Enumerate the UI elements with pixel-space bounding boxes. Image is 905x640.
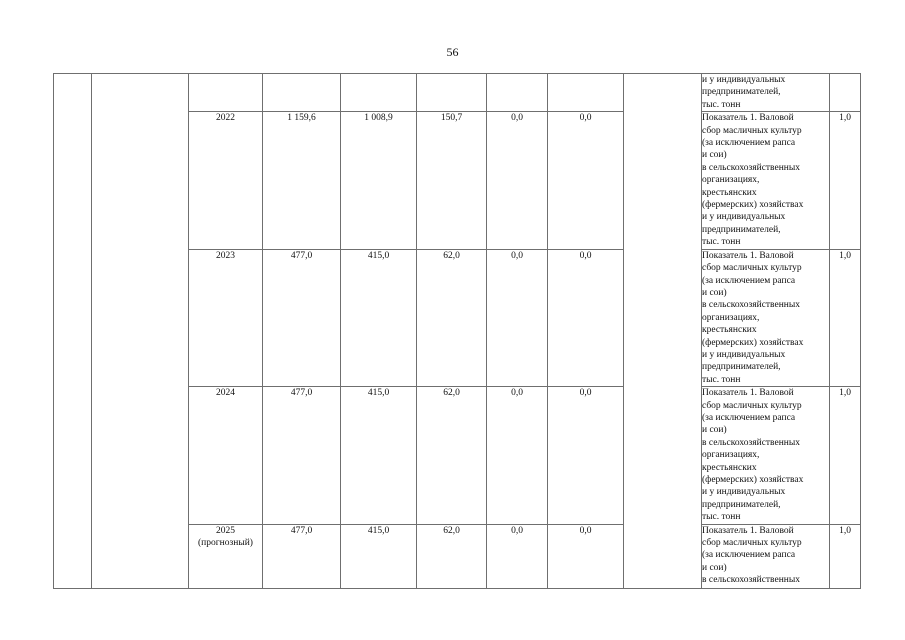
desc-line: предпринимателей, — [702, 87, 781, 98]
desc-line: предпринимателей, — [702, 362, 781, 373]
value-cell: 1 008,9 — [341, 112, 417, 249]
desc-line: крестьянских — [702, 187, 757, 198]
desc-line: тыс. тонн — [702, 512, 741, 523]
desc-line: тыс. тонн — [702, 99, 741, 110]
value-cell-empty — [548, 74, 624, 112]
desc-line: (фермерских) хозяйствах — [702, 200, 804, 211]
value-cell: 62,0 — [417, 387, 487, 524]
indicator-value: 1,0 — [830, 524, 861, 588]
value-cell: 0,0 — [487, 524, 548, 588]
indicator-value: 1,0 — [830, 249, 861, 386]
desc-line: и сои) — [702, 562, 727, 573]
col-executor-cell — [624, 74, 702, 589]
desc-line: (за исключением рапса — [702, 412, 796, 423]
desc-line: организациях, — [702, 450, 760, 461]
value-cell: 0,0 — [487, 112, 548, 249]
desc-line: в сельскохозяйственных — [702, 437, 801, 448]
desc-line: (за исключением рапса — [702, 550, 796, 561]
value-cell: 477,0 — [263, 524, 341, 588]
value-cell: 0,0 — [487, 387, 548, 524]
value-cell-empty — [341, 74, 417, 112]
desc-line: и у индивидуальных — [702, 349, 786, 360]
year-label: 2025 — [216, 525, 235, 536]
desc-line: Показатель 1. Валовой — [702, 113, 794, 124]
desc-line: в сельскохозяйственных — [702, 162, 801, 173]
year-cell — [189, 249, 263, 386]
desc-line: сбор масличных культур — [702, 400, 802, 411]
year-cell — [189, 387, 263, 524]
year-cell — [189, 112, 263, 249]
indicator-description — [702, 524, 830, 588]
value-cell: 477,0 — [263, 249, 341, 386]
desc-line: (за исключением рапса — [702, 275, 796, 286]
year-cell — [189, 524, 263, 588]
desc-line: крестьянских — [702, 325, 757, 336]
desc-line: крестьянских — [702, 462, 757, 473]
desc-line: и у индивидуальных — [702, 487, 786, 498]
desc-line: организациях, — [702, 312, 760, 323]
desc-line: (за исключением рапса — [702, 138, 796, 149]
indicator-description — [702, 249, 830, 386]
value-cell: 0,0 — [548, 112, 624, 249]
col-name-cell — [92, 74, 189, 589]
desc-line: сбор масличных культур — [702, 538, 802, 549]
value-cell: 1 159,6 — [263, 112, 341, 249]
year-label: 2023 — [216, 250, 235, 261]
col-number-cell — [54, 74, 92, 589]
desc-line: в сельскохозяйственных — [702, 575, 801, 586]
desc-line: (фермерских) хозяйствах — [702, 475, 804, 485]
desc-line: тыс. тонн — [702, 374, 741, 385]
data-table — [53, 73, 861, 589]
desc-line: Показатель 1. Валовой — [702, 525, 794, 536]
indicator-value-empty — [830, 74, 861, 112]
year-label: 2024 — [216, 388, 235, 399]
value-cell-empty — [417, 74, 487, 112]
value-cell: 0,0 — [548, 524, 624, 588]
value-cell: 415,0 — [341, 524, 417, 588]
year-cell-empty — [189, 74, 263, 112]
value-cell: 62,0 — [417, 249, 487, 386]
indicator-value: 1,0 — [830, 112, 861, 249]
desc-line: предпринимателей, — [702, 499, 781, 510]
value-cell: 150,7 — [417, 112, 487, 249]
desc-line: и у индивидуальных — [702, 212, 786, 223]
value-cell: 477,0 — [263, 387, 341, 524]
desc-line: тыс. тонн — [702, 237, 741, 248]
desc-line: и у индивидуальных — [702, 75, 786, 85]
desc-line: организациях, — [702, 175, 760, 186]
table-row-continuation — [54, 74, 861, 112]
desc-line: Показатель 1. Валовой — [702, 250, 794, 261]
desc-line: и сои) — [702, 150, 727, 161]
page-number: 56 — [446, 45, 459, 59]
desc-line: в сельскохозяйственных — [702, 300, 801, 311]
indicator-description — [702, 387, 830, 524]
value-cell: 415,0 — [341, 387, 417, 524]
indicator-description — [702, 112, 830, 249]
value-cell-empty — [487, 74, 548, 112]
desc-line: предпринимателей, — [702, 224, 781, 235]
indicator-description — [702, 74, 830, 112]
value-cell: 415,0 — [341, 249, 417, 386]
desc-line: и сои) — [702, 287, 727, 298]
desc-line: (фермерских) хозяйствах — [702, 337, 804, 348]
value-cell: 0,0 — [487, 249, 548, 386]
value-cell-empty — [263, 74, 341, 112]
value-cell: 0,0 — [548, 387, 624, 524]
table-body — [54, 74, 861, 589]
year-label: 2022 — [216, 113, 235, 124]
desc-line: сбор масличных культур — [702, 125, 802, 136]
year-note: (прогнозный) — [198, 538, 253, 549]
desc-line: Показатель 1. Валовой — [702, 388, 794, 399]
value-cell: 62,0 — [417, 524, 487, 588]
desc-line: и сои) — [702, 425, 727, 436]
desc-line: сбор масличных культур — [702, 263, 802, 274]
indicator-value: 1,0 — [830, 387, 861, 524]
value-cell: 0,0 — [548, 249, 624, 386]
